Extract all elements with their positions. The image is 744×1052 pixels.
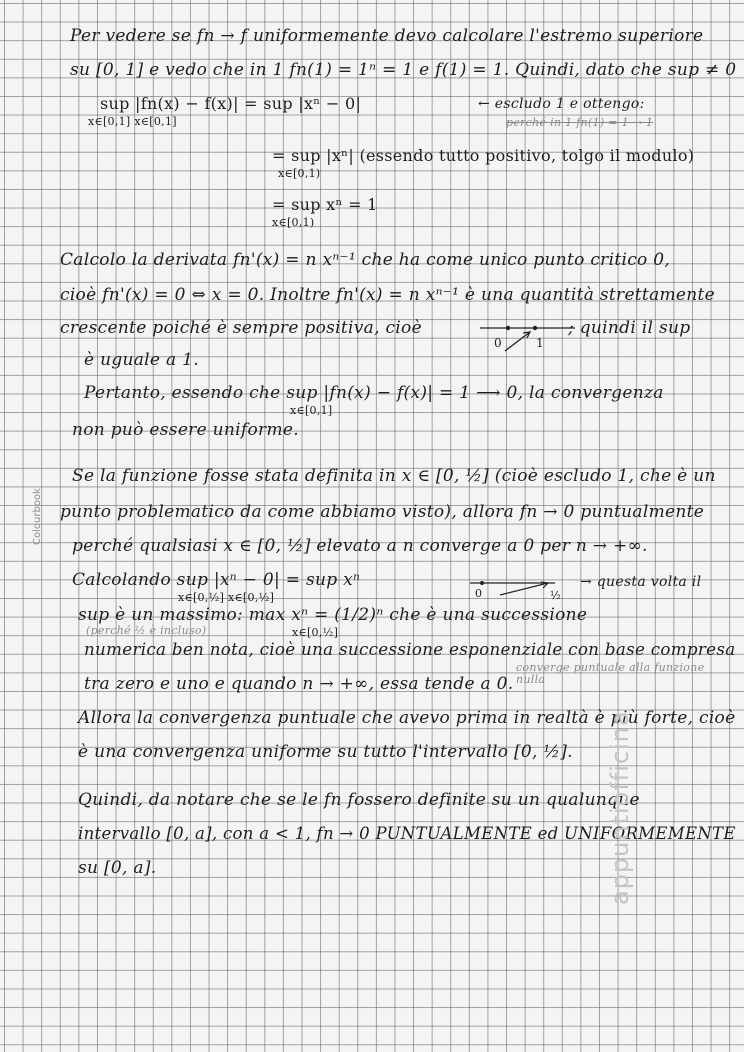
diagram1-origin-label: 0	[494, 336, 502, 350]
calcolando-subscript: x∈[0,½] x∈[0,½]	[178, 591, 275, 604]
massimo-subscript: x∈[0,½]	[292, 626, 339, 639]
line-allora: Allora la convergenza puntuale che avevo prima in realtà è più forte, cioè	[78, 708, 736, 728]
note-incluso: (perché ½ è incluso)	[86, 624, 207, 637]
line-quindi: Quindi, da notare che se le fn fossero definite su un qualunque	[78, 790, 640, 810]
pertanto-subscript: x∈[0,1]	[290, 404, 333, 417]
line-massimo: sup è un massimo: max xⁿ = (1/2)ⁿ che è una successione	[78, 605, 588, 625]
sup-subscript-1: x∈[0,1] x∈[0,1]	[88, 115, 177, 128]
line-perche-qualsiasi: perché qualsiasi x ∈ [0, ½] elevato a n converge a 0 per n → +∞.	[72, 536, 648, 556]
sup-subscript-2: x∈[0,1)	[278, 167, 321, 180]
line-derivative: Calcolo la derivata fn'(x) = n xⁿ⁻¹ che ha come unico punto critico 0,	[60, 250, 671, 270]
sup-expression-1: sup |fn(x) − f(x)| = sup |xⁿ − 0|	[100, 94, 362, 113]
line-critical-point: cioè fn'(x) = 0 ⇔ x = 0. Inoltre fn'(x) = n xⁿ⁻¹ è una quantità strettamente	[60, 285, 716, 305]
line-calcolando: Calcolando sup |xⁿ − 0| = sup xⁿ	[72, 570, 361, 590]
line-1: Per vedere se fn → f uniformemente devo calcolare l'estremo superiore	[70, 26, 704, 46]
line-intervallo: intervallo [0, a], con a < 1, fn → 0 PUNTUALMENTE ed UNIFORMEMENTE	[78, 824, 736, 844]
line-convergenza-uniforme: è una convergenza uniforme su tutto l'intervallo [0, ½].	[78, 742, 573, 762]
sign-diagram-2	[470, 573, 570, 603]
note-exclude-one: ← escludo 1 e ottengo:	[478, 96, 645, 112]
note-converge-nulla: converge puntuale alla funzione nulla	[516, 661, 705, 686]
line-questa-volta: → questa volta il	[580, 574, 702, 590]
line-non-uniforme: non può essere uniforme.	[72, 420, 299, 440]
line-se-la-funzione: Se la funzione fosse stata definita in x ∈ [0, ½] (cioè escludo 1, che è un	[72, 466, 716, 486]
side-mark: Colourbook	[32, 488, 43, 545]
watermark: appuntiofficina	[606, 710, 634, 905]
sup-expression-2: = sup |xⁿ| (essendo tutto positivo, tolgo il modulo)	[272, 146, 695, 165]
line-quindi-sup: ; quindi il sup	[568, 318, 691, 338]
diagram2-half-label: ½	[550, 589, 561, 602]
diagram1-one-label: 1	[536, 336, 544, 350]
sup-expression-3: = sup xⁿ = 1	[272, 195, 378, 214]
note-struck-fn1: perché in 1 fn(1) = 1 → 1	[506, 116, 654, 129]
line-su-0-a: su [0, a].	[78, 858, 157, 878]
line-punto-problematico: punto problematico da come abbiamo visto), allora fn → 0 puntualmente	[60, 502, 705, 522]
line-tra-zero-e-uno: tra zero e uno e quando n → +∞, essa tende a 0.	[84, 674, 514, 694]
line-numerica: numerica ben nota, cioè una successione esponenziale con base compresa	[84, 640, 736, 660]
line-crescente: crescente poiché è sempre positiva, cioè	[60, 318, 422, 338]
line-pertanto: Pertanto, essendo che sup |fn(x) − f(x)| = 1 ⟶ 0, la convergenza	[84, 383, 664, 403]
sup-subscript-3: x∈[0,1)	[272, 216, 315, 229]
line-uguale-1: è uguale a 1.	[84, 350, 199, 370]
line-2: su [0, 1] e vedo che in 1 fn(1) = 1ⁿ = 1 e f(1) = 1. Quindi, dato che sup ≠ 0	[70, 60, 737, 80]
diagram2-origin-label: 0	[475, 587, 482, 600]
